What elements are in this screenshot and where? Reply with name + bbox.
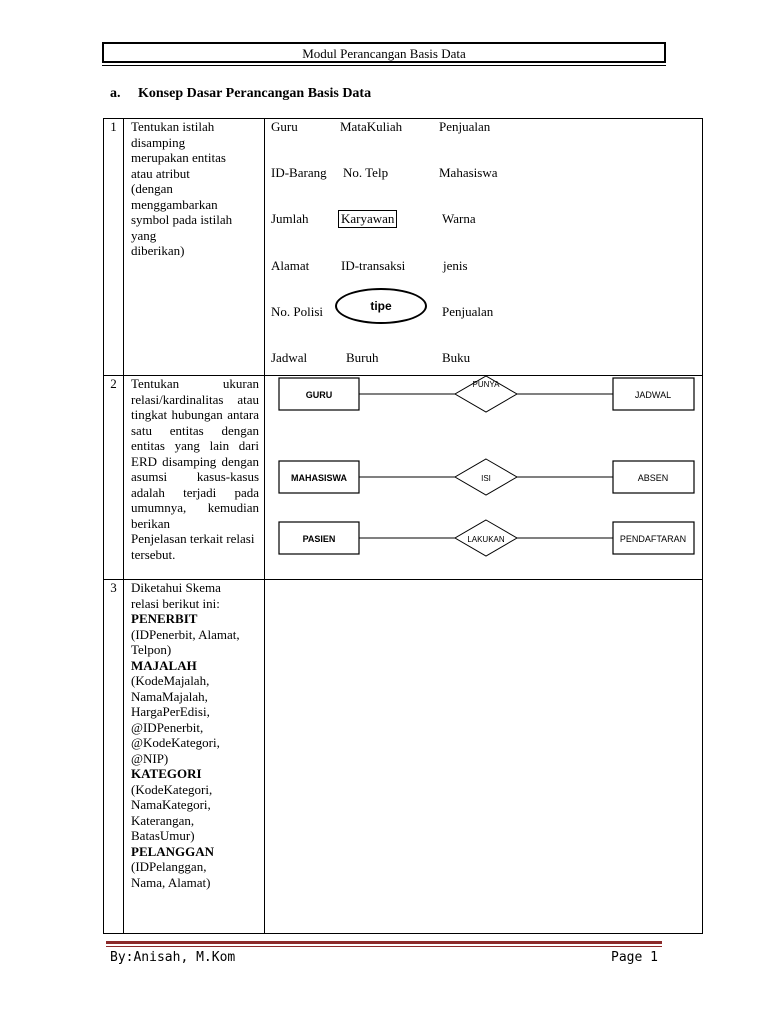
term: Mahasiswa [439,165,498,180]
answer-cell-empty [265,580,703,934]
term: Jumlah [271,211,309,226]
term: Buruh [346,350,379,365]
entity-label: MAHASISWA [291,473,347,483]
term: Buku [442,350,471,365]
section-heading [110,86,371,102]
question-text: Tentukan ukuran relasi/kardinalitas atau tingkat hubungan antara satu entitas dengan entitas yang lain dari ERD disamping dengan asumsi kasus-kasus adalah terjadi pada umumnya, kemudian berikan [131,376,259,531]
table-row [104,376,703,580]
question-line: diberikan) [131,243,185,258]
entity-label: ABSEN [637,473,669,483]
term: No. Polisi [271,304,324,319]
schema-attr-line: (KodeKategori, [131,781,213,797]
term-grid [265,119,702,375]
header-title: Modul Perancangan Basis Data [302,46,466,61]
term: Guru [271,119,298,134]
term: Penjualan [442,304,494,319]
schema-attr-line: (IDPenerbit, Alamat, [131,626,240,642]
schema-attr-line: @IDPenerbit, [131,719,204,735]
relation-label: ISI [481,474,491,483]
question-line: (dengan [131,181,173,196]
question-line: relasi berikut ini: [131,595,220,611]
question-line: disamping [131,134,186,150]
question-line: Diketahui Skema [131,580,221,595]
term: Penjualan [439,119,491,134]
question-cell [124,376,265,580]
question-line: yang [131,227,157,243]
schema-attr-line: Katerangan, [131,812,195,828]
schema-name: MAJALAH [131,657,197,673]
row-number: 2 [104,376,124,580]
schema-attr-line: @KodeKategori, [131,735,220,750]
term: jenis [443,258,468,273]
term: Alamat [271,258,310,273]
schema-attr-line: Nama, Alamat) [131,874,211,890]
row-number: 1 [104,119,124,376]
erd-cell [265,376,703,580]
answer-cell [265,119,703,376]
term: ID-Barang [271,165,327,180]
section-label: a. [110,86,121,101]
schema-attr-line: NamaMajalah, [131,688,208,704]
question-line: merupakan entitas [131,150,226,165]
schema-attr-line: (KodeMajalah, [131,673,210,688]
entity-label: JADWAL [634,390,672,400]
schema-attr-line: (IDPelanggan, [131,859,207,874]
schema-attr-line: HargaPerEdisi, [131,704,210,719]
term: ID-transaksi [341,258,406,273]
entity-label: GURU [305,390,333,400]
entity-box-term: Karyawan [338,210,397,228]
table-row [104,119,703,376]
question-line: menggambarkan [131,196,218,212]
term: Warna [442,211,476,226]
question-cell [124,580,265,934]
entity-label: PASIEN [302,534,336,544]
entity-label: PENDAFTARAN [619,534,687,544]
schema-name: PELANGGAN [131,843,215,859]
footer-page: Page 1 [611,950,658,965]
schema-attr-line: @NIP) [131,750,169,766]
question-text-2: Penjelasan terkait relasi tersebut. [131,531,255,562]
schema-name: KATEGORI [131,766,202,781]
question-line: symbol pada istilah [131,212,233,227]
schema-name: PENERBIT [131,611,198,626]
table-row [104,580,703,934]
term: Jadwal [271,350,308,365]
relation-label: LAKUKAN [467,535,505,544]
question-table [103,118,703,934]
erd-svg [265,376,708,579]
row-number: 3 [104,580,124,934]
schema-attr-line: NamaKategori, [131,797,211,812]
footer-author: By:Anisah, M.Kom [110,950,236,965]
term: No. Telp [343,165,389,180]
footer-divider [106,941,662,947]
schema-attr-line: Telpon) [131,642,172,657]
header-box [102,42,666,63]
section-title: Konsep Dasar Perancangan Basis Data [138,86,372,101]
attribute-ellipse-label: tipe [370,299,392,313]
relation-label: PUNYA [472,380,500,389]
term: MataKuliah [340,119,403,134]
question-line: atau atribut [131,165,190,181]
schema-attr-line: BatasUmur) [131,828,195,843]
question-line: Tentukan istilah [131,119,215,134]
erd-diagram [265,376,702,579]
question-cell [124,119,265,376]
attribute-ellipse [335,288,427,324]
